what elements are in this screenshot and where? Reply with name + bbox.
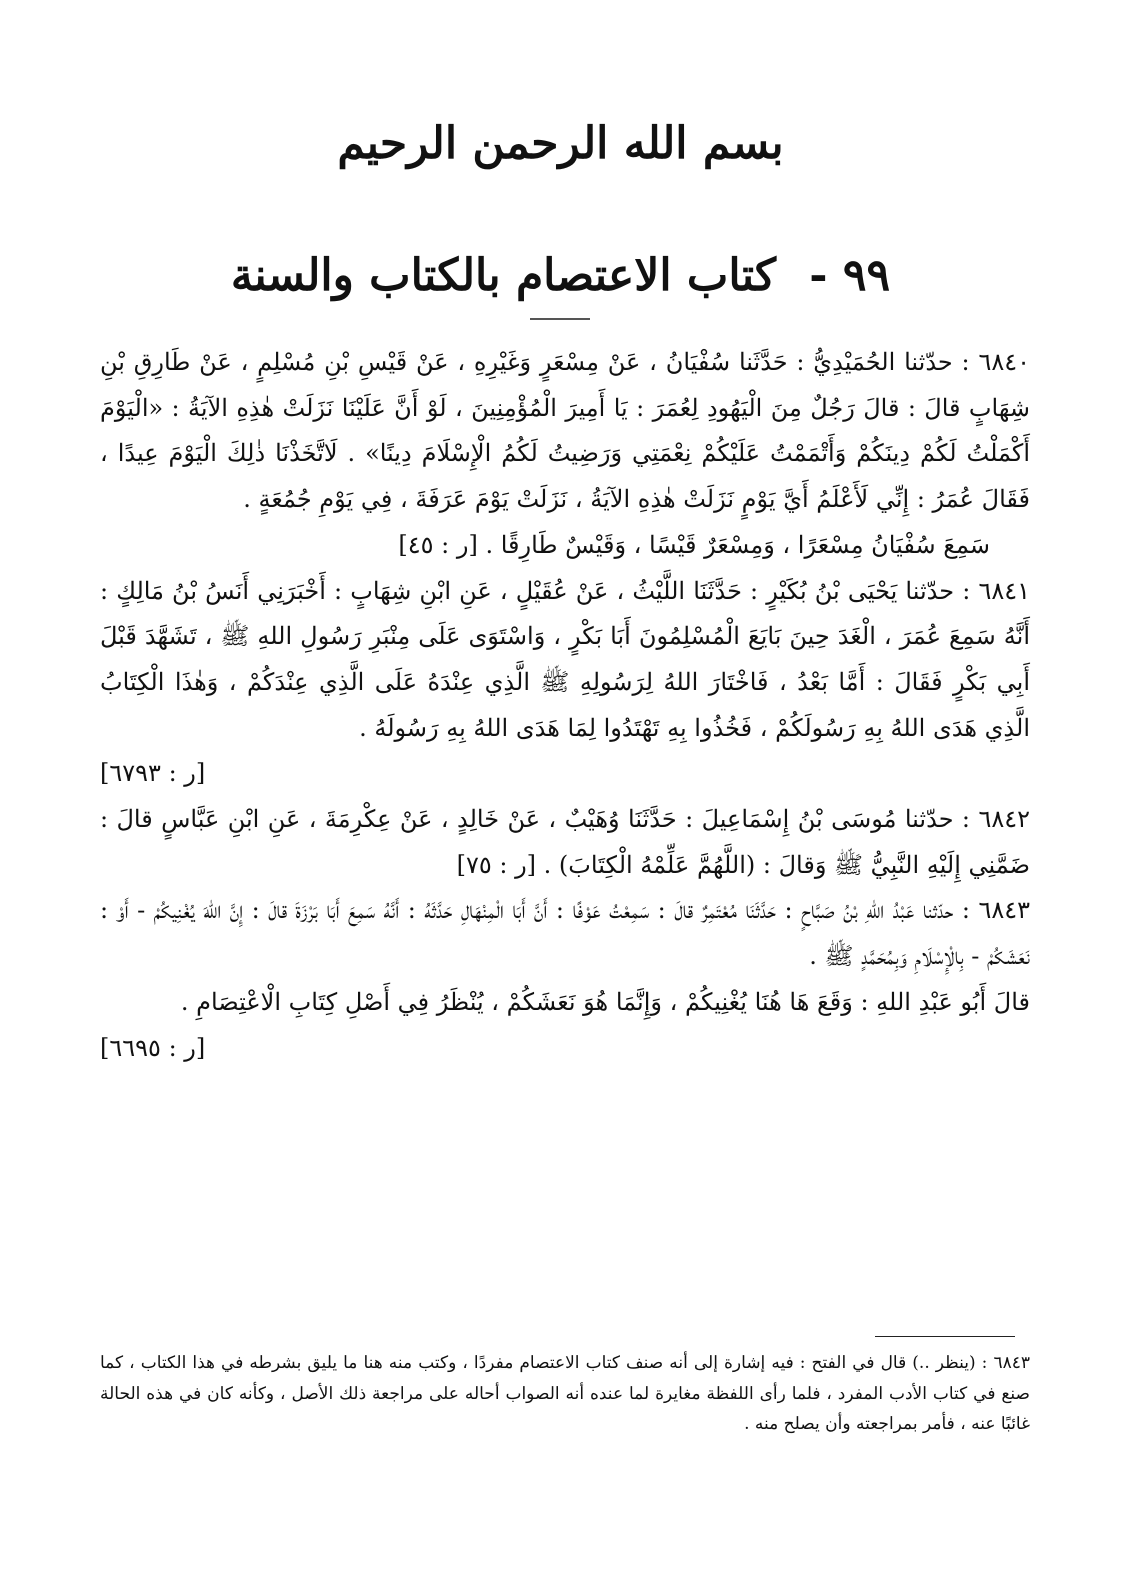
chapter-ornament	[530, 318, 590, 320]
hadith-6840-note: سَمِعَ سُفْيَانُ مِسْعَرًا ، وَمِسْعَرٌ قَيْسًا ، وَقَيْسٌ طَارِقًا . [ر : ٤٥]	[398, 530, 990, 559]
hadith-6841-text: ٦٨٤١ : حدّثنا يَحْيَى بْنُ بُكَيْرٍ : حَدَّثَنَا اللَّيْثُ ، عَنْ عُقَيْلٍ ، عَنِ ابْنِ شِهَابٍ : أَخْبَرَنِي أَنَسُ بْنُ مَالِكٍ : أَنَّهُ سَمِعَ عُمَرَ ، الْغَدَ حِينَ بَايَعَ الْمُسْلِمُونَ أَبَا بَكْرٍ ، وَاسْتَوَى عَلَى مِنْبَرِ رَسُولِ اللهِ ﷺ ، تَشَهَّدَ قَبْلَ أَبِي بَكْرٍ فَقَالَ : أَمَّا بَعْدُ ، فَاخْتَارَ اللهُ لِرَسُولِهِ ﷺ الَّذِي عِنْدَهُ عَلَى الَّذِي عِنْدَكُمْ ، وَهٰذَا الْكِتَابُ الَّذِي هَدَى اللهُ بِهِ رَسُولَكُمْ ، فَخُذُوا بِهِ تَهْتَدُوا لِمَا هَدَى اللهُ بِهِ رَسُولَهُ .	[100, 576, 1030, 742]
chapter-title: كتاب الاعتصام بالكتاب والسنة	[230, 250, 776, 301]
hadith-body	[100, 340, 1030, 1071]
hadith-6843-note: قالَ أَبُو عَبْدِ اللهِ : وَقَعَ هَا هُنَا يُغْنِيكُمْ ، وَإِنَّمَا هُوَ نَعَشَكُمْ ، يُنْظَرُ فِي أَصْلِ كِتَابِ الْاعْتِصَامِ .	[180, 987, 1030, 1016]
reference-text: [ر : ٦٦٩٥]	[100, 1033, 206, 1062]
hadith-6843-reference	[100, 1026, 1030, 1072]
footnote-divider	[875, 1336, 1015, 1337]
reference-text: [ر : ٦٧٩٣]	[100, 759, 206, 788]
basmala-heading: بسم الله الرحمن الرحيم	[337, 118, 784, 169]
footnote: ٦٨٤٣ : (ينظر ..) قال في الفتح : فيه إشارة إلى أنه صنف كتاب الاعتصام مفردًا ، وكتب منه هنا ما يليق بشرطه في هذا الكتاب ، كما صنع في كتاب الأدب المفرد ، فلما رأى اللفظة مغايرة لما عنده أنه الصواب أحاله على مراجعة ذلك الأصل ، وكأنه كان في هذه الحالة غائبًا عنه ، فأمر بمراجعته وأن يصلح منه .	[100, 1353, 1030, 1434]
hadith-6843-text: ٦٨٤٣ : حدّثنا عَبْدُ اللهِ بْنُ صَبَّاحٍ : حَدَّثَنَا مُعْتَمِرٌ قالَ : سَمِعْتُ عَوْفًا : أَنَّ أَبَا الْمِنْهَالِ حَدَّثَهُ : أَنَّهُ سَمِعَ أَبَا بَرْزَةَ قالَ : إِنَّ اللهَ يُغْنِيكُمْ - أَوْ : نَعَشَكُمْ - بِالْإِسْلَامِ وَبِمُحَمَّدٍ ﷺ .	[100, 896, 1030, 971]
hadith-6840-text: ٦٨٤٠ : حدّثنا الحُمَيْدِيُّ : حَدَّثَنا سُفْيَانُ ، عَنْ مِسْعَرٍ وَغَيْرِهِ ، عَنْ قَيْسِ بْنِ مُسْلِمٍ ، عَنْ طَارِقِ بْنِ شِهَابٍ قالَ : قالَ رَجُلٌ مِنَ الْيَهُودِ لِعُمَرَ : يَا أَمِيرَ الْمُؤْمِنِينَ ، لَوْ أَنَّ عَلَيْنَا نَزَلَتْ هٰذِهِ الآيَةُ : «الْيَوْمَ أَكْمَلْتُ لَكُمْ دِينَكُمْ وَأَتْمَمْتُ عَلَيْكُمْ نِعْمَتِي وَرَضِيتُ لَكُمُ الْإِسْلَامَ دِينًا» . لَاتَّخَذْنَا ذٰلِكَ الْيَوْمَ عِيدًا ، فَقَالَ عُمَرُ : إِنِّي لَأَعْلَمُ أَيَّ يَوْمٍ نَزَلَتْ هٰذِهِ الآيَةُ ، نَزَلَتْ يَوْمَ عَرَفَةَ ، فِي يَوْمِ جُمُعَةٍ .	[100, 348, 1031, 514]
hadith-6842-text: ٦٨٤٢ : حدّثنا مُوسَى بْنُ إِسْمَاعِيلَ : حَدَّثَنَا وُهَيْبٌ ، عَنْ خَالِدٍ ، عَنْ عِكْرِمَةَ ، عَنِ ابْنِ عَبَّاسٍ قالَ : ضَمَّنِي إِلَيْهِ النَّبِيُّ ﷺ وَقالَ : (اللَّهُمَّ عَلِّمْهُ الْكِتَابَ) . [ر : ٧٥]	[100, 805, 1030, 879]
hadith-6841-reference	[100, 751, 1030, 797]
chapter-number: ٩٩ -	[809, 250, 891, 301]
chapter-heading	[0, 250, 1121, 303]
